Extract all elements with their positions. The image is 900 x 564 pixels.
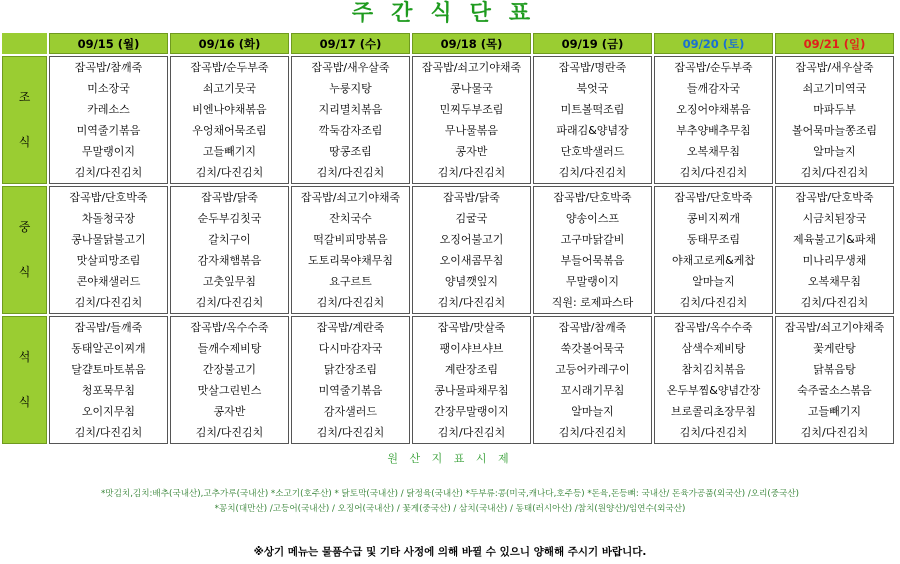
menu-item: 단호박샐러드 xyxy=(560,145,625,158)
menu-item: 잡곡밥/명란죽 xyxy=(558,61,627,74)
menu-item: 잡곡밥/단호박죽 xyxy=(795,191,874,204)
menu-cell xyxy=(412,316,531,444)
menu-item: 시금치된장국 xyxy=(802,212,867,225)
day-header-sat: 09/20 (토) xyxy=(654,33,773,54)
menu-item: 요구르트 xyxy=(329,275,372,288)
origin-title: 원 산 지 표 시 제 xyxy=(387,452,513,465)
origin-line: *맛김치,김치:배추(국내산),고추가루(국내산) *소고기(호주산) * 닭토막(국내산) / 닭정육(국내산) *두부류:콩(미국,캐나다,호주등) *돈육,돈등뼈: 국내산/ 돈육가공품(외국산) /오리(중국산) xyxy=(101,489,799,499)
day-header-wed: 09/17 (수) xyxy=(291,33,410,54)
menu-item: 잡곡밥/새우살죽 xyxy=(311,61,390,74)
menu-item: 닭간장조림 xyxy=(323,363,378,376)
meal-label xyxy=(2,316,47,444)
day-header-fri: 09/19 (금) xyxy=(533,33,652,54)
menu-item: 마파두부 xyxy=(813,103,856,116)
menu-item: 김치/다진김치 xyxy=(316,296,385,309)
menu-item: 잡곡밥/순두부죽 xyxy=(674,61,753,74)
menu-item: 깍둑감자조림 xyxy=(318,124,383,137)
menu-item: 잡곡밥/옥수수죽 xyxy=(674,321,753,334)
menu-item: 콩자반 xyxy=(213,405,246,418)
menu-item: 꼬시래기무침 xyxy=(560,384,625,397)
header-corner xyxy=(2,33,47,54)
menu-item: 잡곡밥/순두부죽 xyxy=(190,61,269,74)
menu-item: 삼색수제비탕 xyxy=(681,342,746,355)
weekly-menu-table xyxy=(0,31,896,446)
menu-item: 북엇국 xyxy=(576,82,609,95)
menu-item: 비엔나야채볶음 xyxy=(192,103,267,116)
menu-item: 맛살그린빈스 xyxy=(197,384,262,397)
menu-cell xyxy=(533,186,652,314)
menu-item: 부들어묵볶음 xyxy=(560,254,625,267)
menu-item: 잡곡밥/쇠고기야채죽 xyxy=(784,321,885,334)
origin-line: *꽁치(대만산) /고등어(국내산) / 오징어(국내산) / 꽃게(중국산) / 삼치(국내산) / 동태(러시아산) /참치(원양산)/임연수(외국산) xyxy=(214,504,686,514)
menu-item: 김치/다진김치 xyxy=(74,426,143,439)
menu-item: 김치/다진김치 xyxy=(679,426,748,439)
menu-item: 카레소스 xyxy=(87,103,130,116)
menu-item: 들깨수제비탕 xyxy=(197,342,262,355)
day-header-sun: 09/21 (일) xyxy=(775,33,894,54)
menu-item: 미트볼떡조림 xyxy=(560,103,625,116)
day-header-row xyxy=(2,33,894,54)
meal-label xyxy=(2,186,47,314)
menu-cell xyxy=(775,56,894,184)
menu-item: 콩나물국 xyxy=(450,82,493,95)
menu-item: 콘야채샐러드 xyxy=(76,275,141,288)
menu-item: 콩자반 xyxy=(455,145,488,158)
menu-item: 김치/다진김치 xyxy=(800,296,869,309)
menu-cell xyxy=(654,56,773,184)
menu-item: 볼어묵마늘쫑조림 xyxy=(791,124,877,137)
menu-item: 잡곡밥/새우살죽 xyxy=(795,61,874,74)
menu-item: 오징어야채볶음 xyxy=(676,103,751,116)
menu-item: 브로콜리초장무침 xyxy=(670,405,756,418)
menu-item: 잔치국수 xyxy=(329,212,372,225)
menu-cell xyxy=(170,56,289,184)
menu-item: 다시마감자국 xyxy=(318,342,383,355)
menu-item: 잡곡밥/옥수수죽 xyxy=(190,321,269,334)
menu-item: 제육불고기&파채 xyxy=(793,233,876,246)
menu-item: 무말랭이지 xyxy=(81,145,136,158)
meal-label-char: 식 xyxy=(18,135,31,149)
menu-item: 미역줄기볶음 xyxy=(76,124,141,137)
menu-item: 김치/다진김치 xyxy=(195,426,264,439)
menu-item: 콩나물파채무침 xyxy=(434,384,509,397)
menu-item: 달걀토마토볶음 xyxy=(71,363,146,376)
menu-item: 김치/다진김치 xyxy=(558,426,627,439)
menu-item: 갈치구이 xyxy=(208,233,251,246)
menu-item: 고구마닭갈비 xyxy=(560,233,625,246)
menu-item: 감자샐러드 xyxy=(323,405,378,418)
meal-label-char: 석 xyxy=(18,350,31,364)
menu-item: 김치/다진김치 xyxy=(316,426,385,439)
meal-row xyxy=(2,316,894,444)
menu-item: 무나물볶음 xyxy=(444,124,499,137)
day-header-mon: 09/15 (월) xyxy=(49,33,168,54)
menu-item: 감자채햄볶음 xyxy=(197,254,262,267)
menu-item: 김치/다진김치 xyxy=(437,426,506,439)
menu-item: 동태알곤이찌개 xyxy=(71,342,146,355)
menu-item: 팽이샤브샤브 xyxy=(439,342,504,355)
meal-label xyxy=(2,56,47,184)
menu-item: 간장무말랭이지 xyxy=(434,405,509,418)
menu-item: 미역줄기볶음 xyxy=(318,384,383,397)
meal-label-char: 중 xyxy=(18,220,31,234)
menu-item: 양송이스프 xyxy=(565,212,620,225)
menu-item: 미소장국 xyxy=(87,82,130,95)
notice-text: ※상기 메뉴는 물품수급 및 기타 사정에 의해 바뀔 수 있으니 양해해 주시기 바랍니다. xyxy=(253,546,647,558)
menu-cell xyxy=(49,56,168,184)
meal-label-char: 조 xyxy=(18,90,31,104)
meal-label-char: 식 xyxy=(18,395,31,409)
menu-item: 잡곡밥/쇠고기야채죽 xyxy=(300,191,401,204)
page-title: 주간식단표 xyxy=(351,1,549,26)
menu-item: 고춧잎무침 xyxy=(202,275,257,288)
menu-item: 민찌두부조림 xyxy=(439,103,504,116)
menu-item: 김치/다진김치 xyxy=(679,166,748,179)
menu-item: 미나리무생채 xyxy=(802,254,867,267)
menu-cell xyxy=(291,316,410,444)
menu-item: 들깨감자국 xyxy=(686,82,741,95)
menu-cell xyxy=(170,186,289,314)
menu-item: 직원: 로제파스타 xyxy=(551,296,634,309)
menu-item: 꽃게란탕 xyxy=(813,342,856,355)
menu-item: 떡갈비피망볶음 xyxy=(313,233,388,246)
menu-item: 야채고로케&케찹 xyxy=(672,254,755,267)
menu-item: 알마늘지 xyxy=(813,145,856,158)
menu-item: 쑥갓볼어묵국 xyxy=(560,342,625,355)
menu-item: 오복채무침 xyxy=(686,145,741,158)
menu-item: 도토리묵야채무침 xyxy=(307,254,393,267)
menu-cell xyxy=(654,316,773,444)
menu-cell xyxy=(412,186,531,314)
menu-item: 김치/다진김치 xyxy=(558,166,627,179)
menu-item: 김치/다진김치 xyxy=(679,296,748,309)
menu-item: 간장불고기 xyxy=(202,363,257,376)
menu-item: 지리멸치볶음 xyxy=(318,103,383,116)
menu-item: 김치/다진김치 xyxy=(800,166,869,179)
menu-item: 쇠고기뭇국 xyxy=(202,82,257,95)
origin-info xyxy=(0,487,900,517)
menu-item: 김치/다진김치 xyxy=(195,166,264,179)
menu-item: 숙주굴소스볶음 xyxy=(797,384,872,397)
menu-item: 콩비지찌개 xyxy=(686,212,741,225)
menu-cell xyxy=(49,316,168,444)
menu-item: 잡곡밥/들깨죽 xyxy=(74,321,143,334)
menu-item: 무말랭이지 xyxy=(565,275,620,288)
menu-cell xyxy=(291,186,410,314)
menu-item: 알마늘지 xyxy=(692,275,735,288)
meal-label-char: 식 xyxy=(18,265,31,279)
menu-cell xyxy=(533,56,652,184)
menu-item: 고등어카레구이 xyxy=(555,363,630,376)
menu-item: 김치/다진김치 xyxy=(800,426,869,439)
menu-item: 누룽지탕 xyxy=(329,82,372,95)
menu-cell xyxy=(533,316,652,444)
menu-item: 잡곡밥/쇠고기야채죽 xyxy=(421,61,522,74)
menu-item: 잡곡밥/단호박죽 xyxy=(69,191,148,204)
menu-item: 잡곡밥/맛살죽 xyxy=(437,321,506,334)
menu-item: 부추양배추무침 xyxy=(676,124,751,137)
menu-item: 땅콩조림 xyxy=(329,145,372,158)
menu-item: 파래김&양념장 xyxy=(556,124,629,137)
menu-item: 김치/다진김치 xyxy=(74,296,143,309)
menu-item: 김치/다진김치 xyxy=(74,166,143,179)
menu-item: 콩나물닭불고기 xyxy=(71,233,146,246)
menu-item: 김치/다진김치 xyxy=(195,296,264,309)
meal-row xyxy=(2,56,894,184)
menu-item: 우엉채어묵조림 xyxy=(192,124,267,137)
menu-item: 동태무조림 xyxy=(686,233,741,246)
day-header-thu: 09/18 (목) xyxy=(412,33,531,54)
menu-item: 오복채무침 xyxy=(807,275,862,288)
menu-item: 닭볶음탕 xyxy=(813,363,856,376)
menu-cell xyxy=(775,316,894,444)
menu-cell xyxy=(170,316,289,444)
menu-item: 오징어불고기 xyxy=(439,233,504,246)
menu-cell xyxy=(291,56,410,184)
menu-item: 청포묵무침 xyxy=(81,384,136,397)
menu-item: 잡곡밥/닭죽 xyxy=(443,191,500,204)
menu-item: 양념깻잎지 xyxy=(444,275,499,288)
menu-item: 잡곡밥/닭죽 xyxy=(201,191,258,204)
menu-item: 순두부김칫국 xyxy=(197,212,262,225)
menu-cell xyxy=(412,56,531,184)
menu-item: 잡곡밥/단호박죽 xyxy=(553,191,632,204)
menu-item: 맛살피망조림 xyxy=(76,254,141,267)
menu-item: 쇠고기미역국 xyxy=(802,82,867,95)
menu-item: 잡곡밥/계란죽 xyxy=(316,321,385,334)
menu-item: 잡곡밥/참깨죽 xyxy=(74,61,143,74)
menu-item: 차돌청국장 xyxy=(81,212,136,225)
menu-cell xyxy=(49,186,168,314)
menu-item: 김치/다진김치 xyxy=(437,296,506,309)
menu-item: 김치/다진김치 xyxy=(437,166,506,179)
menu-item: 김치/다진김치 xyxy=(316,166,385,179)
day-header-tue: 09/16 (화) xyxy=(170,33,289,54)
menu-cell xyxy=(775,186,894,314)
menu-item: 잡곡밥/단호박죽 xyxy=(674,191,753,204)
menu-cell xyxy=(654,186,773,314)
menu-item: 김굴국 xyxy=(455,212,488,225)
menu-item: 알마늘지 xyxy=(571,405,614,418)
meal-row xyxy=(2,186,894,314)
menu-item: 잡곡밥/참깨죽 xyxy=(558,321,627,334)
menu-item: 온두부찜&양념간장 xyxy=(666,384,761,397)
menu-item: 오이지무침 xyxy=(81,405,136,418)
menu-item: 참치김치볶음 xyxy=(681,363,746,376)
menu-item: 고들빼기지 xyxy=(807,405,862,418)
menu-item: 계란장조림 xyxy=(444,363,499,376)
menu-item: 고들빼기지 xyxy=(202,145,257,158)
menu-item: 오이새콤무침 xyxy=(439,254,504,267)
